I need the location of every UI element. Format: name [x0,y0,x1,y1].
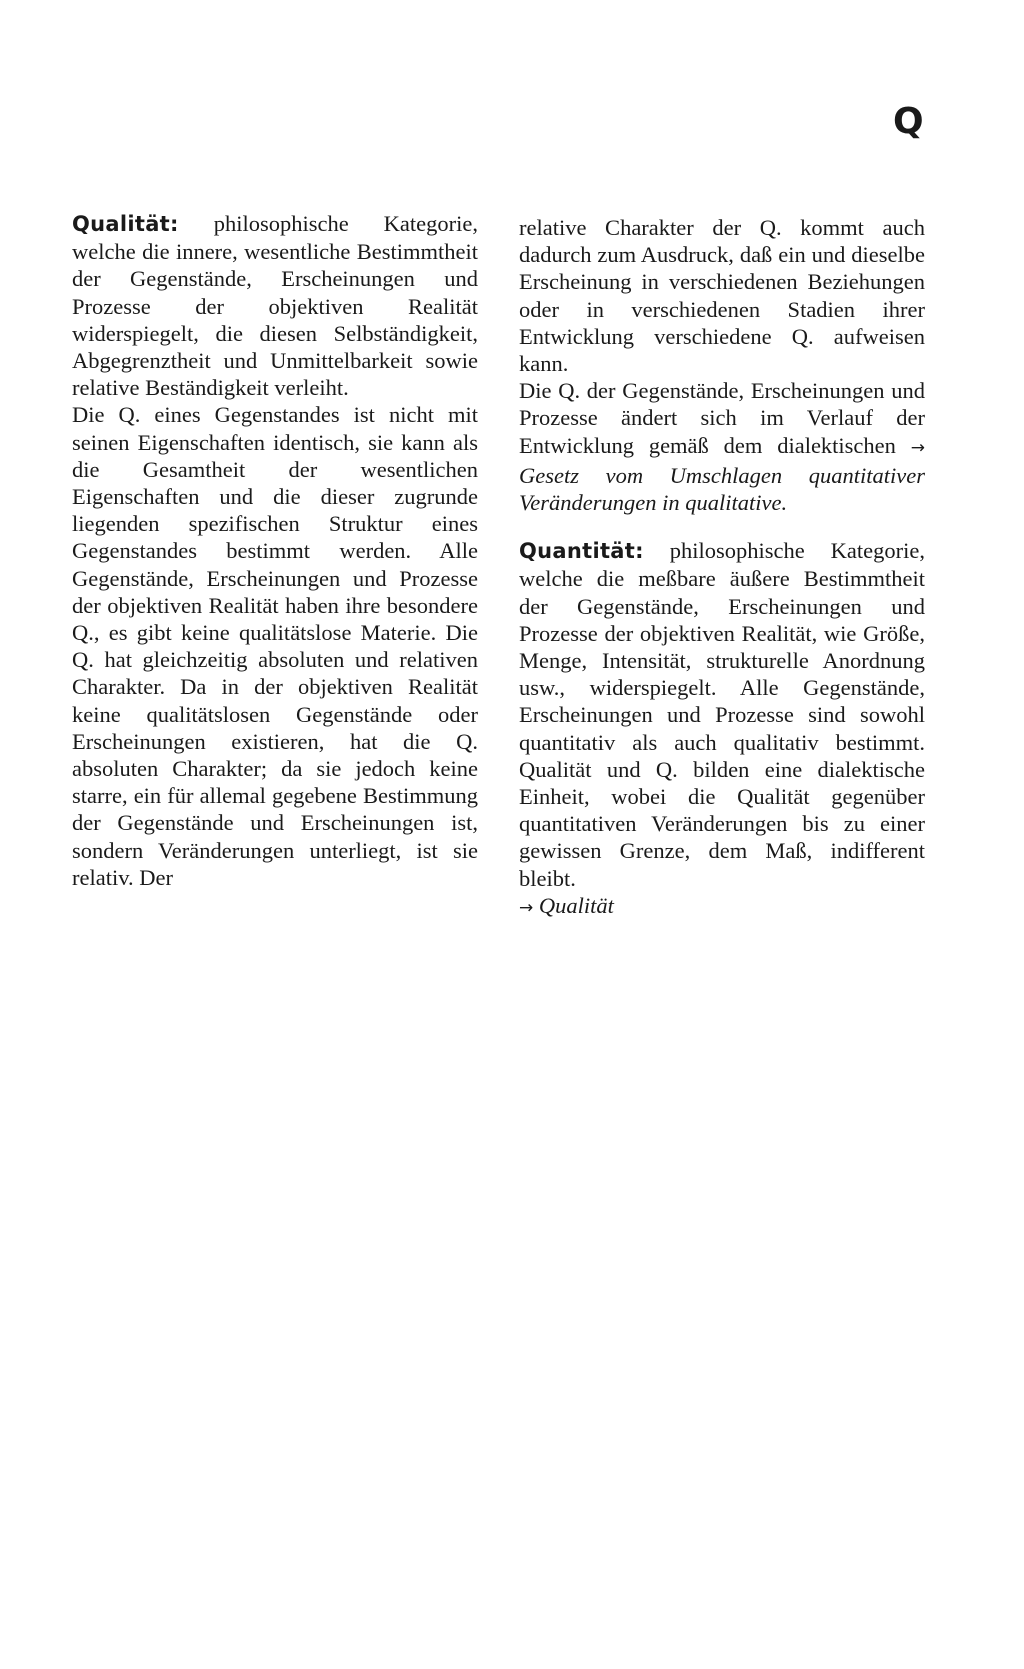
entry-qualitaet-p1: philosophische Kategorie, welche die innere, wesentliche Bestimmtheit der Gegenstände, Erscheinungen und Prozesse der objektiven Realität widerspiegelt, die diesen Selbständigkeit, Abgegrenztheit und Unmittelbarkeit sowie relative Beständigkeit verleiht. [72,211,478,401]
entry-qualitaet-p2-part1: Die Q. eines Gegenstandes ist nicht mit seinen Eigenschaften identisch, sie kann als die Gesamtheit der wesentlichen Eigenschaften und die dieser zugrunde liegenden spezifischen Struktur eines Gegenstandes bestimmt werden. Alle Gegenstände, Erscheinungen und Prozesse der objektiven Realität haben ihre besondere Q., es gibt keine qualitätslose Materie. Die Q. hat gleichzeitig absoluten und relativen Charakter. Da in der objektiven Realität keine qualitätslosen Gegenstände oder Erscheinungen existieren, hat die Q. absoluten Charakter; da sie jedoch keine starre, ein für allemal gegebene Bestimmung der Gegenstände und Erscheinungen ist, sondern Veränderungen unterliegt, ist sie relativ. Der [72,402,478,890]
entry-quantitaet-definition [519,537,925,892]
cross-reference-arrow-icon: → [519,897,534,918]
entry-qualitaet-p3: Die Q. der Gegenstände, Erscheinungen und Prozesse ändert sich im Verlauf der Entwicklung gemäß dem dialektischen [519,378,925,458]
entry-quantitaet-p1: philosophische Kategorie, welche die meßbare äußere Bestimmtheit der Gegenstände, Erscheinungen und Prozesse der objektiven Realität, wie Größe, Menge, Intensität, strukturelle Anordnung usw., widerspiegelt. Alle Gegenstände, Erscheinungen und Prozesse sind sowohl quantitativ als auch qualitativ bestimmt. Qualität und Q. bilden eine dialektische Einheit, wobei die Qualität gegenüber quantitativen Veränderungen bis zu einer gewissen Grenze, dem Maß, indifferent bleibt. [519,538,925,891]
cross-reference-gesetz[interactable]: Gesetz vom Umschlagen quantitativer Veränderungen in qualitative. [519,462,925,516]
entry-qualitaet-paragraph-3 [519,377,925,516]
entry-term-qualitaet: Qualität: [72,212,179,236]
cross-reference-arrow-icon: → [910,437,926,458]
entry-qualitaet-paragraph-2 [72,401,478,891]
column-right [519,214,925,922]
entry-qualitaet-p2-part2: relative Charakter der Q. kommt auch dadurch zum Ausdruck, daß ein und dieselbe Erscheinung in verschiedenen Beziehungen oder in verschiedenen Stadien ihrer Entwicklung verschiedene Q. aufweisen kann. [519,215,925,377]
column-left [72,210,478,891]
entry-term-quantitaet: Quantität: [519,539,644,564]
entry-qualitaet-paragraph-2-cont [519,214,925,377]
entry-quantitaet-reference [519,892,925,922]
cross-reference-qualitaet[interactable]: Qualität [538,892,614,918]
section-letter: Q [893,101,924,142]
entry-qualitaet-definition [72,210,478,401]
